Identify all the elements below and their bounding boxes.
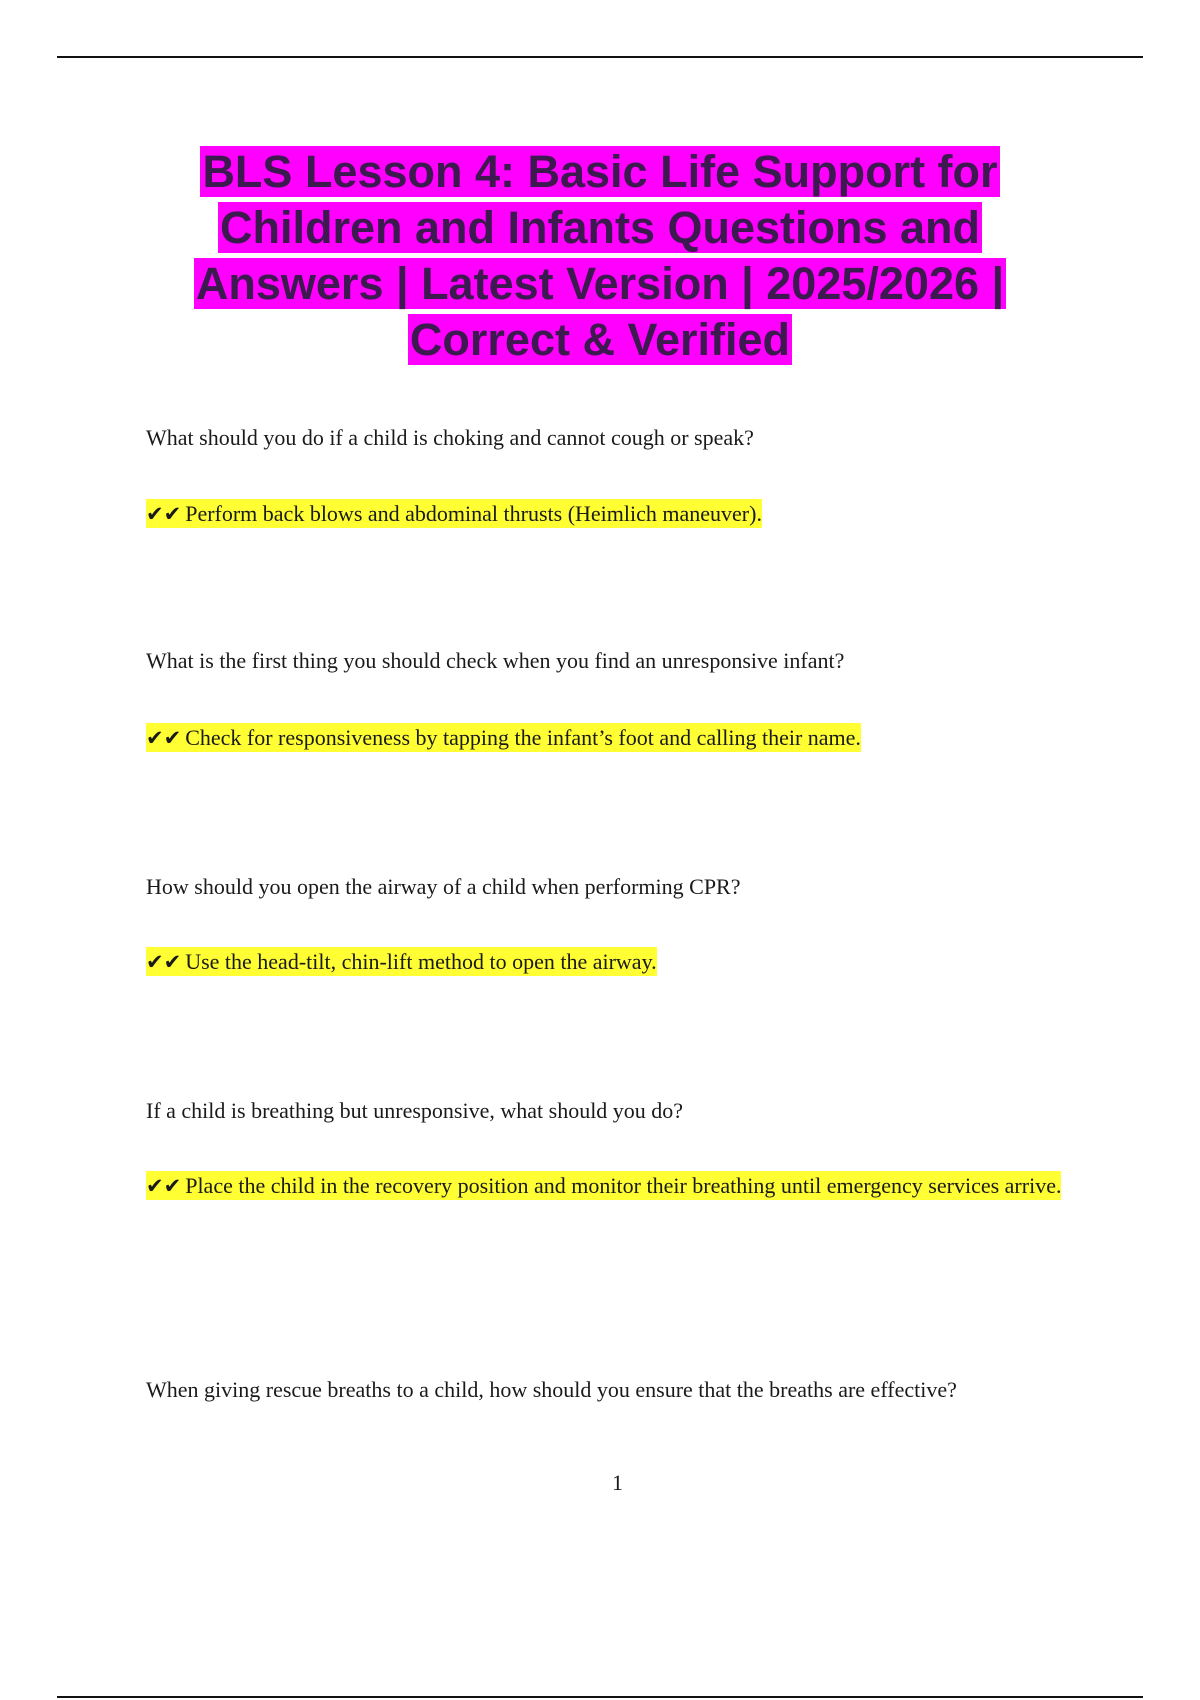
bottom-rule [57, 1696, 1143, 1698]
question-4: If a child is breathing but unresponsive, what should you do? [146, 1098, 684, 1123]
double-check-icon: ✔✔ [146, 1174, 182, 1198]
answer-highlight [146, 723, 861, 752]
question-2: What is the first thing you should check when you find an unresponsive infant? [146, 648, 845, 673]
answer-highlight [146, 947, 657, 976]
document-title [150, 144, 1050, 368]
question-3: How should you open the airway of a child when performing CPR? [146, 874, 741, 899]
answer-highlight [146, 1171, 1061, 1200]
double-check-icon: ✔✔ [146, 502, 182, 526]
question-1: What should you do if a child is choking and cannot cough or speak? [146, 425, 754, 450]
answer-1 [146, 483, 1086, 545]
answer-text: Check for responsiveness by tapping the infant’s foot and calling their name. [185, 725, 861, 750]
answer-highlight [146, 499, 762, 528]
answer-text: Perform back blows and abdominal thrusts (Heimlich maneuver). [185, 501, 762, 526]
answer-4 [146, 1155, 1086, 1217]
title-highlight: BLS Lesson 4: Basic Life Support for Children and Infants Questions and Answers | Latest Version | 2025/2026 | Correct & Verified [195, 146, 1005, 365]
top-rule [57, 56, 1143, 58]
answer-3 [146, 931, 1086, 993]
question-5: When giving rescue breaths to a child, how should you ensure that the breaths are effective? [146, 1377, 957, 1402]
page-number: 1 [612, 1470, 623, 1495]
answer-text: Place the child in the recovery position and monitor their breathing until emergency services arrive. [185, 1173, 1062, 1198]
double-check-icon: ✔✔ [146, 950, 182, 974]
answer-text: Use the head-tilt, chin-lift method to open the airway. [185, 949, 657, 974]
answer-2 [146, 707, 1086, 769]
double-check-icon: ✔✔ [146, 726, 182, 750]
